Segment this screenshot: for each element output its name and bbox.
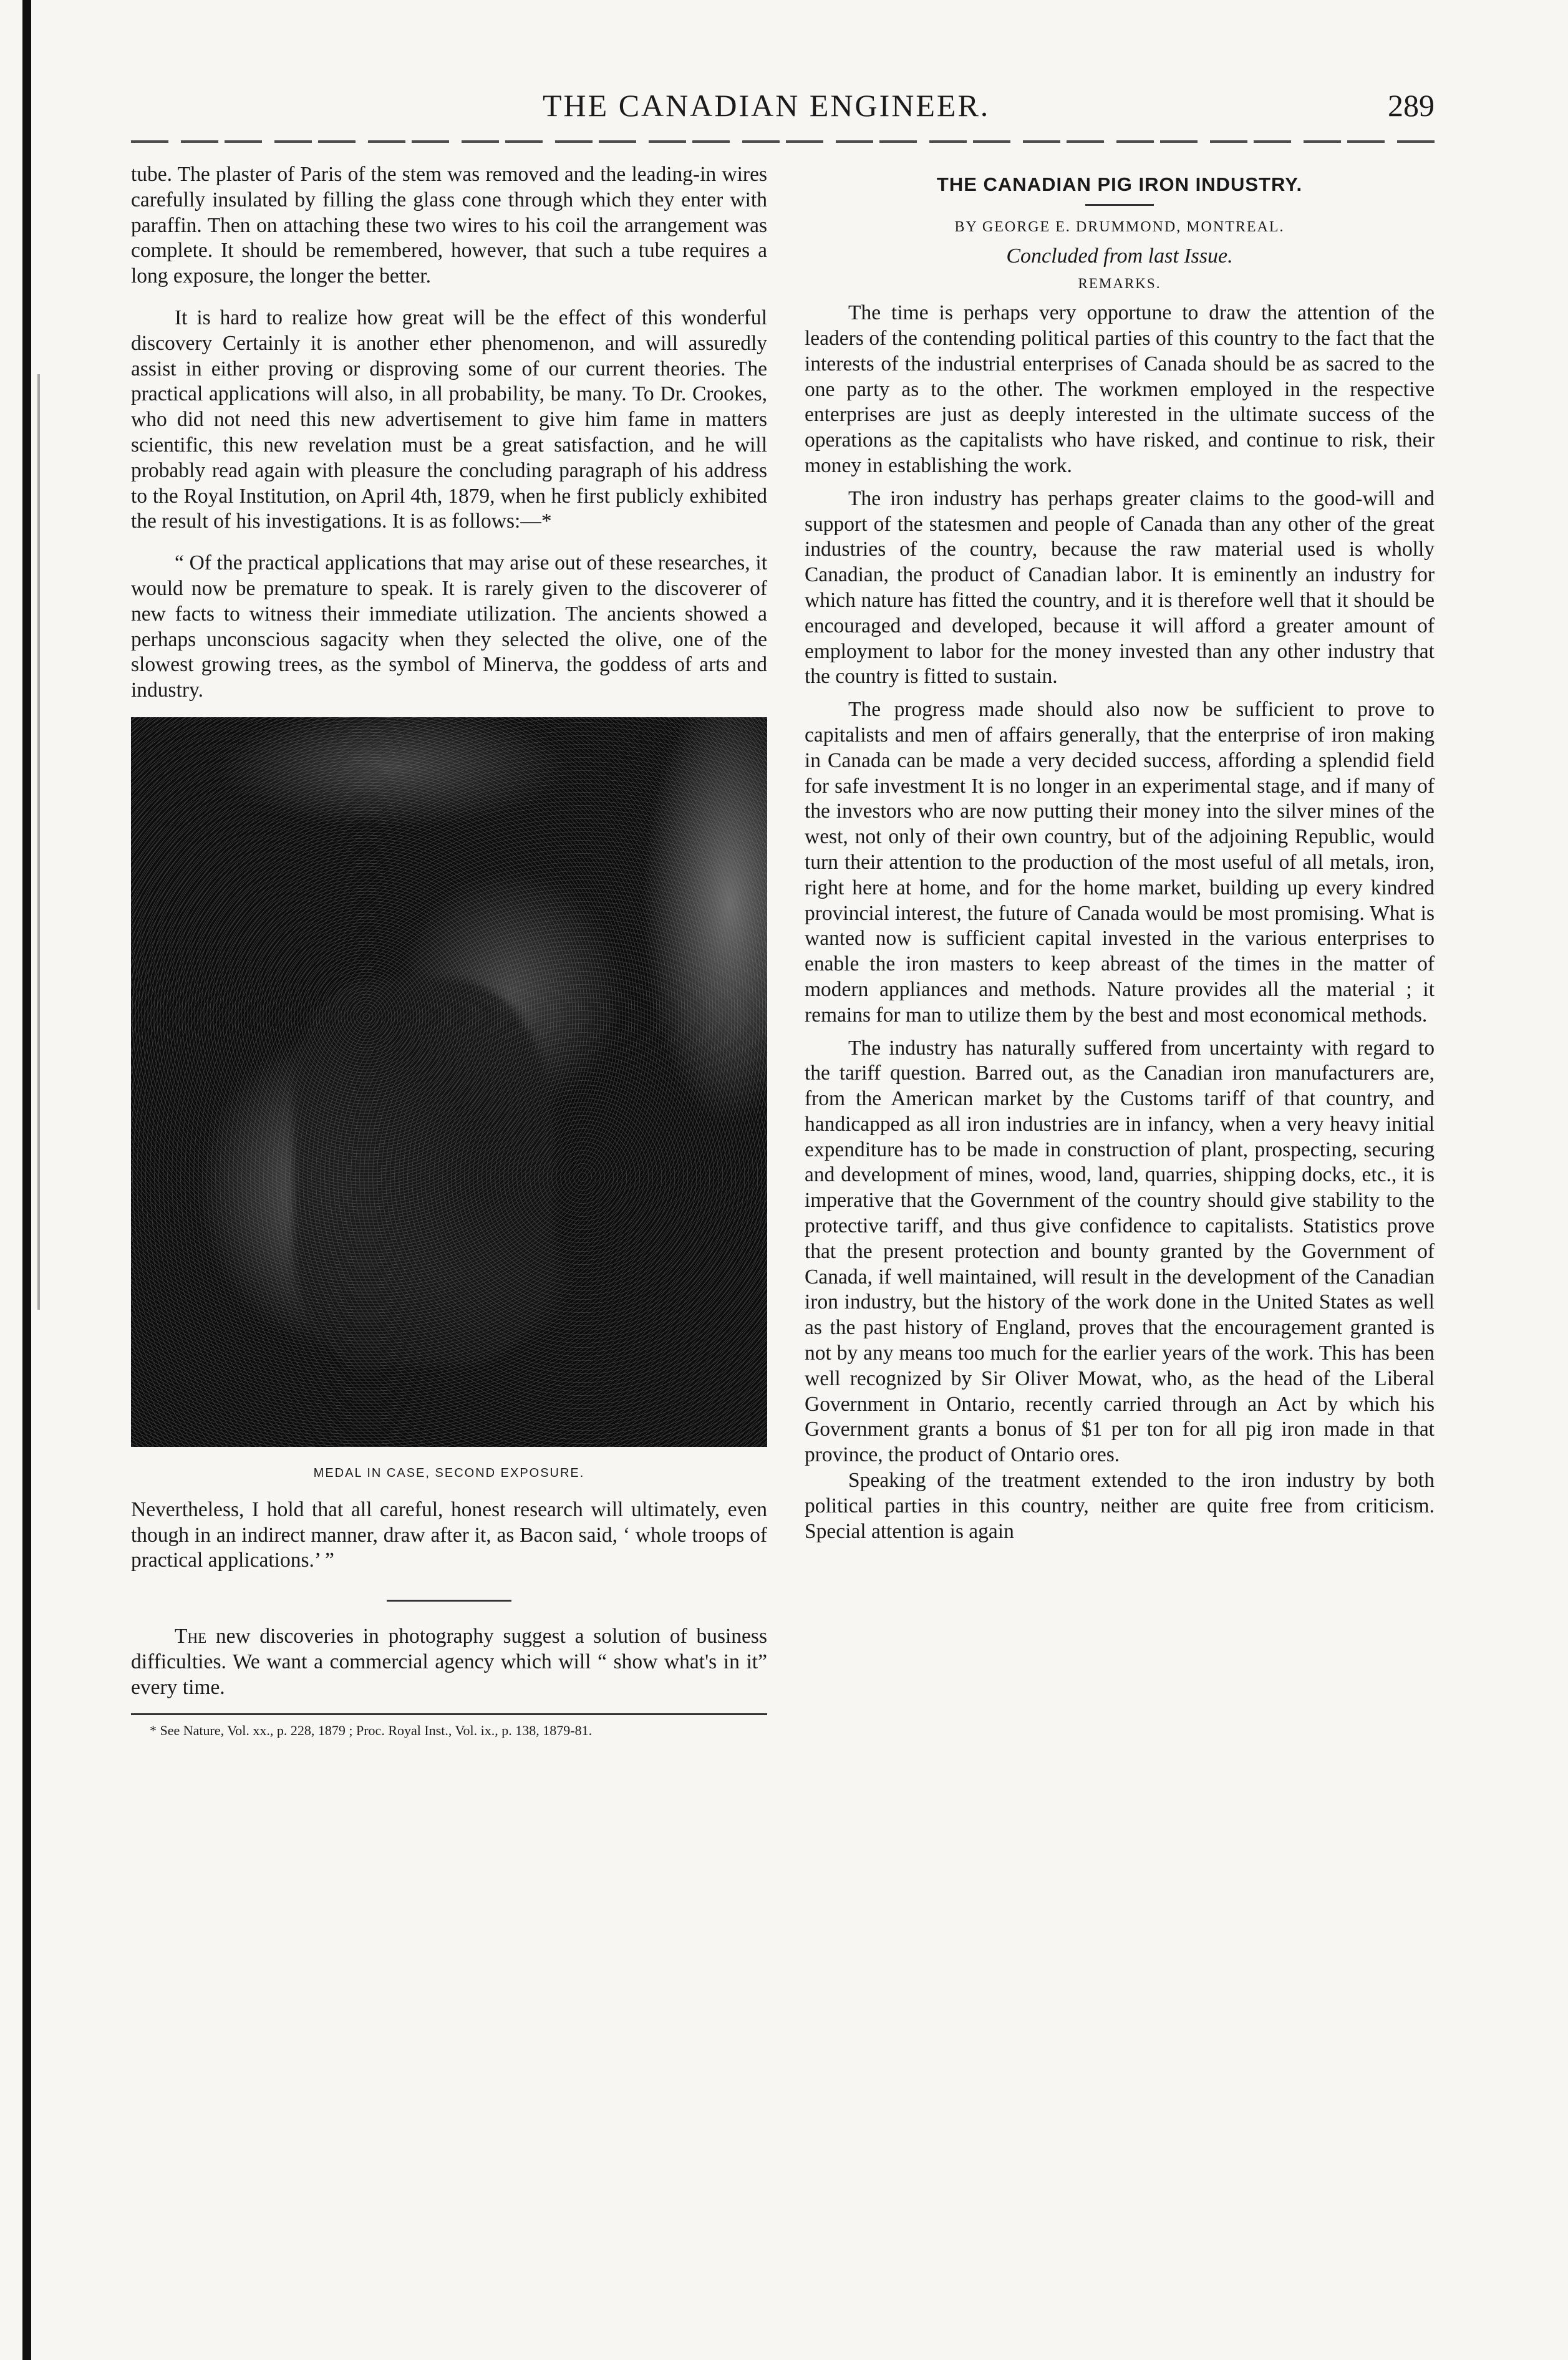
header-rule bbox=[131, 140, 1435, 143]
page-header bbox=[131, 87, 1435, 131]
paragraph-opportune: The time is perhaps very opportune to draw the attention of the leaders of the contending political parties of this country to the fact that the interests of the industrial enterprises of Canada should be as sacred to the one party as to the other. The workmen employed in the respective enterprises are just as deeply interested in the ultimate success of the operations as the capitalists who have risked, and continue to risk, their money in establishing the work. bbox=[805, 301, 1435, 477]
section-heading: REMARKS. bbox=[1078, 276, 1161, 292]
paragraph-nevertheless: Nevertheless, I hold that all careful, honest research will ultimately, even though in an indirect manner, draw after it, as Bacon said, ‘ whole troops of practical applications.’ ” bbox=[131, 1497, 767, 1572]
footnote: * See Nature, Vol. xx., p. 228, 1879 ; Proc. Royal Inst., Vol. ix., p. 138, 1879-81. bbox=[150, 1722, 593, 1738]
lead-word: The bbox=[175, 1625, 207, 1648]
paragraph-quotation: “ Of the practical applications that may arise out of these researches, it would now be premature to speak. It is rarely given to the discoverer of new facts to witness their immediate utilization. The ancients showed a perhaps unconscious sagacity when they selected the olive, one of the slowest growing trees, as the symbol of Minerva, the goddess of arts and industry. bbox=[131, 551, 767, 702]
journal-title: THE CANADIAN ENGINEER. bbox=[543, 88, 990, 123]
right-column bbox=[805, 162, 1435, 1544]
page-edge-shadow bbox=[22, 0, 31, 2360]
section-divider bbox=[387, 1600, 511, 1602]
left-column bbox=[131, 162, 767, 1740]
medal-photograph bbox=[131, 717, 767, 1447]
photo-caption: MEDAL IN CASE, SECOND EXPOSURE. bbox=[313, 1466, 585, 1480]
page-number: 289 bbox=[1388, 88, 1435, 123]
paragraph-tariff: The industry has naturally suffered from uncertainty with regard to the tariff question. Barred out, as the Canadian iron manufacturers are, from the American market by the Customs tariff of that country, and handicapped as all iron industries are in infancy, when a very heavy initial expenditure has to be made in construction of plant, prospecting, securing and development of mines, wood, land, quarries, shipping docks, etc., it is imperative that the Government of the country should give stability to the protective tariff, and thus give confidence to capitalists. Statistics prove that the present protection and bounty granted by the Government of Canada, if well maintained, will result in the development of the Canadian iron industry, but the history of the work done in the United States as well as the past history of England, proves that the encouragement granted is not by any means too much for the earlier years of the work. This has been well recognized by Sir Oliver Mowat, who, as the head of the Liberal Government in Ontario, recently carried through an Act by which his Government grants a bonus of $1 per ton for all pig iron made in that province, the product of Ontario ores. bbox=[805, 1036, 1435, 1467]
article-title: THE CANADIAN PIG IRON INDUSTRY. bbox=[936, 173, 1303, 195]
footnote-rule bbox=[131, 1713, 767, 1715]
paragraph-tube: tube. The plaster of Paris of the stem was removed and the leading-in wires carefully insulated by filling the glass cone through which they enter with paraffin. Then on attaching these two wires to his coil the arrangement was complete. It should be remembered, however, that such a tube requires a long exposure, the longer the better. bbox=[131, 163, 767, 288]
paragraph-photography bbox=[131, 1624, 767, 1700]
byline: BY GEORGE E. DRUMMOND, MONTREAL. bbox=[954, 218, 1285, 235]
paragraph-photography-text: new discoveries in photography suggest a solution of business difficulties. We want a commercial agency which will “ show what's in it” every time. bbox=[131, 1625, 767, 1699]
paragraph-iron-claims: The iron industry has perhaps greater claims to the good-will and support of the statesmen and people of Canada than any other of the great industries of the country, because the raw material used is wholly Canadian, the product of Canadian labor. It is eminently an industry for which nature has fitted the country, and it is therefore well that it should be encouraged and developed, because it will afford a greater amount of employment to labor for the money invested than any other industry that the country is fitted to sustain. bbox=[805, 486, 1435, 689]
paragraph-discovery: It is hard to realize how great will be the effect of this wonderful discovery Certainly it is another ether phenomenon, and will assuredly assist in either proving or disproving some of our current theories. The practical applications will also, in all probability, be many. To Dr. Crookes, who did not need this new advertisement to give him fame in matters scientific, this new revelation must be a great satisfaction, and he will probably read again with pleasure the concluding paragraph of his address to the Royal Institution, on April 4th, 1879, when he first publicly exhibited the result of his investigations. It is as follows:—* bbox=[131, 306, 767, 533]
paragraph-political: Speaking of the treatment extended to the iron industry by both political parties in this country, neither are quite free from criticism. Special attention is again bbox=[805, 1469, 1435, 1543]
paragraph-progress: The progress made should also now be sufficient to prove to capitalists and men of affairs generally, that the enterprise of iron making in Canada can be made a very decided success, affording a splendid field for safe investment It is no longer in an experimental stage, and if many of the investors who are now putting their money into the silver mines of the west, not only of their own country, but of the adjoining Republic, would turn their attention to the production of the most useful of all metals, iron, right here at home, and for the home market, building up every kindred provincial interest, the future of Canada would be most promising. What is wanted now is sufficient capital invested in the various enterprises to enable the iron masters to keep abreast of the times in the matter of modern appliances and methods. Nature provides all the material ; it remains for man to utilize them by the best and most economical methods. bbox=[805, 698, 1435, 1027]
concluded-note: Concluded from last Issue. bbox=[1006, 244, 1233, 268]
page-edge-shadow-inner bbox=[37, 374, 40, 1310]
title-rule bbox=[1085, 204, 1154, 206]
